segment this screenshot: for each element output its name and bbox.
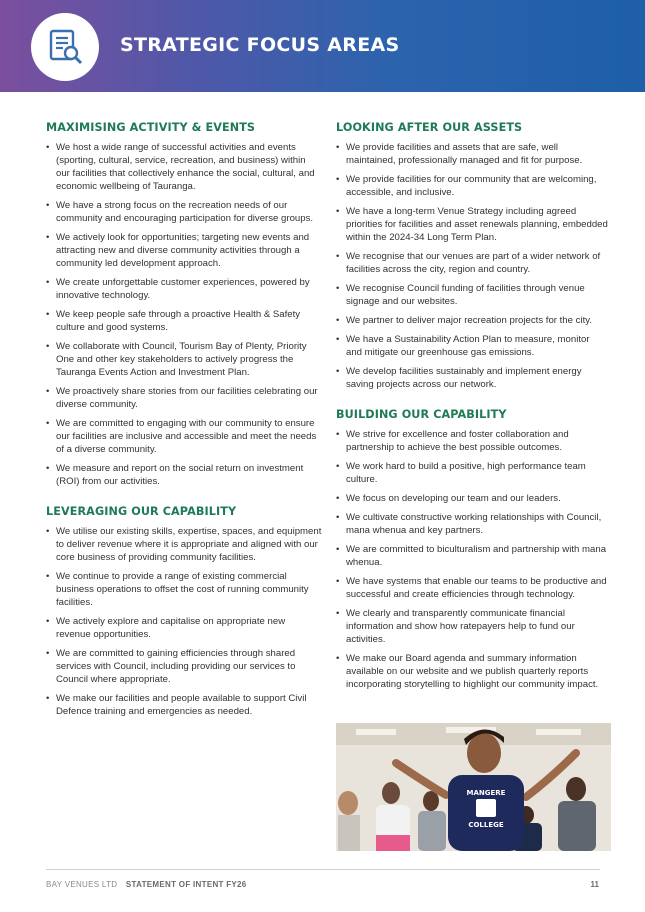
section-assets	[336, 120, 608, 391]
list-item: • We recognise that our venues are part of a wider network of facilities across the city, region and country.	[336, 250, 608, 276]
section-heading: LOOKING AFTER OUR ASSETS	[336, 121, 523, 134]
list-item: • We actively explore and capitalise on appropriate new revenue opportunities.	[46, 615, 322, 641]
list-item: • We make our facilities and people available to support Civil Defence training and emergencies as needed.	[46, 692, 322, 718]
bullet-list	[46, 525, 322, 718]
list-item: • We collaborate with Council, Tourism Bay of Plenty, Priority One and other key stakeholders to actively progress the Tauranga Events Action and Investment Plan.	[46, 340, 322, 379]
list-item: • We actively look for opportunities; targeting new events and attracting new and diverse community activities through a community led development approach.	[46, 231, 322, 270]
list-item: • We focus on developing our team and our leaders.	[336, 492, 608, 505]
footer-org: BAY VENUES LTD	[46, 880, 118, 889]
list-item: • We provide facilities for our community that are welcoming, accessible, and inclusive.	[336, 173, 608, 199]
list-item: • We strive for excellence and foster collaboration and partnership to achieve the best possible outcomes.	[336, 428, 608, 454]
bullet-list	[336, 428, 608, 691]
list-item: • We have systems that enable our teams to be productive and successful and create efficiencies through technology.	[336, 575, 608, 601]
document-search-icon	[45, 27, 85, 67]
right-column	[336, 120, 608, 707]
list-item: • We partner to deliver major recreation projects for the city.	[336, 314, 608, 327]
header-icon-badge	[31, 13, 99, 81]
bullet-list	[46, 141, 322, 488]
section-leveraging	[46, 504, 322, 718]
list-item: • We have a Sustainability Action Plan to measure, monitor and mitigate our greenhouse gas emissions.	[336, 333, 608, 359]
list-item: • We keep people safe through a proactive Health & Safety culture and good systems.	[46, 308, 322, 334]
section-building	[336, 407, 608, 691]
section-heading: MAXIMISING ACTIVITY & EVENTS	[46, 121, 256, 134]
list-item: • We make our Board agenda and summary information available on our website and we publish quarterly reports incorporating storytelling to highlight our community impact.	[336, 652, 608, 691]
list-item: • We are committed to engaging with our community to ensure our facilities are inclusive and accessible and meet the needs of a diverse community.	[46, 417, 322, 456]
list-item: • We utilise our existing skills, expertise, spaces, and equipment to deliver revenue where it is appropriate and aligned with our core business of providing community facilities.	[46, 525, 322, 564]
footer-doc-title: STATEMENT OF INTENT FY26	[125, 880, 247, 889]
community-dance-photo	[336, 723, 611, 851]
footer-divider	[46, 869, 600, 870]
section-heading: LEVERAGING OUR CAPABILITY	[46, 505, 237, 518]
list-item: • We host a wide range of successful activities and events (sporting, cultural, service, recreation, and business) within our facilities that collectively enhance the social, cultural, and economic wellbeing of Tauranga.	[46, 141, 322, 193]
page-title: STRATEGIC FOCUS AREAS	[120, 34, 400, 56]
photo-illustration	[336, 723, 611, 851]
section-maximising	[46, 120, 322, 488]
list-item: • We provide facilities and assets that are safe, well maintained, professionally managed and fit for purpose.	[336, 141, 608, 167]
list-item: • We clearly and transparently communicate financial information and show how ratepayers help to fund our activities.	[336, 607, 608, 646]
list-item: • We measure and report on the social return on investment (ROI) from our activities.	[46, 462, 322, 488]
left-column	[46, 120, 322, 734]
list-item: • We have a strong focus on the recreation needs of our community and encouraging participation for diverse groups.	[46, 199, 322, 225]
list-item: • We develop facilities sustainably and implement energy saving projects across our network.	[336, 365, 608, 391]
footer-left	[46, 880, 247, 889]
list-item: • We create unforgettable customer experiences, powered by innovative technology.	[46, 276, 322, 302]
shirt-text-bottom: COLLEGE	[468, 821, 504, 829]
list-item: • We work hard to build a positive, high performance team culture.	[336, 460, 608, 486]
list-item: • We cultivate constructive working relationships with Council, mana whenua and key partners.	[336, 511, 608, 537]
section-heading: BUILDING OUR CAPABILITY	[336, 408, 507, 421]
list-item: • We continue to provide a range of existing commercial business operations to offset the cost of running community facilities.	[46, 570, 322, 609]
header-banner	[0, 0, 645, 92]
list-item: • We are committed to gaining efficiencies through shared services with Council, including providing our services to Council where appropriate.	[46, 647, 322, 686]
bullet-list	[336, 141, 608, 391]
list-item: • We proactively share stories from our facilities celebrating our diverse community.	[46, 385, 322, 411]
list-item: • We are committed to biculturalism and partnership with mana whenua.	[336, 543, 608, 569]
list-item: • We recognise Council funding of facilities through venue signage and our websites.	[336, 282, 608, 308]
shirt-text-top: MANGERE	[466, 789, 506, 797]
list-item: • We have a long-term Venue Strategy including agreed priorities for facilities and asset renewals planning, embedded within the 2024-34 Long Term Plan.	[336, 205, 608, 244]
page-number: 11	[590, 880, 599, 889]
